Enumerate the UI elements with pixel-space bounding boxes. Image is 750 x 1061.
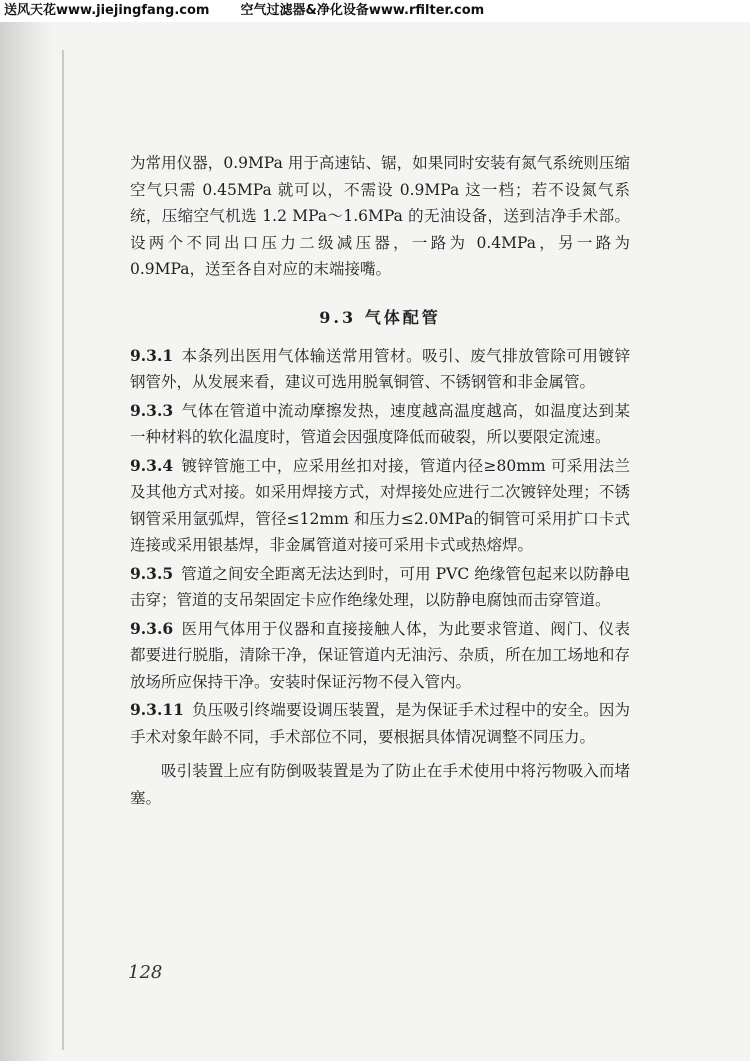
page-content — [130, 150, 630, 813]
intro-paragraph: 为常用仪器，0.9MPa 用于高速钻、锯，如果同时安装有氮气系统则压缩空气只需 0.45MPa 就可以，不需设 0.9MPa 这一档；若不设氮气系统，压缩空气机选 1.2 MPa～1.6MPa 的无油设备，送到洁净手术部。设两个不同出口压力二级减压器，一路为 0.4MPa，另一路为 0.9MPa，送至各自对应的末端接嘴。 — [130, 154, 630, 278]
clause-9-3-11 — [130, 697, 630, 750]
clause-number: 9.3.11 — [130, 700, 184, 719]
watermark-left-text: 送风天花www.jiejingfang.com — [4, 3, 210, 18]
clause-text: 气体在管道中流动摩擦发热，速度越高温度越高，如温度达到某一种材料的软化温度时，管道会因强度降低而破裂，所以要限定流速。 — [130, 401, 630, 446]
clause-number: 9.3.4 — [130, 455, 174, 475]
clause-number: 9.3.5 — [130, 563, 174, 583]
clause-text: 负压吸引终端要设调压装置，是为保证手术过程中的安全。因为手术对象年龄不同，手术部位不同，要根据具体情况调整不同压力。 — [130, 701, 630, 746]
clause-9-3-6 — [130, 616, 630, 696]
clause-9-3-1 — [130, 343, 630, 396]
page-number: 128 — [128, 962, 163, 983]
clause-text: 医用气体用于仪器和直接接触人体，为此要求管道、阀门、仪表都要进行脱脂，清除干净，保证管道内无油污、杂质，所在加工场地和存放场所应保持干净。安装时保证污物不侵入管内。 — [130, 619, 630, 691]
clause-text: 镀锌管施工中，应采用丝扣对接，管道内径≥80mm 可采用法兰及其他方式对接。如采用焊接方式，对焊接处应进行二次镀锌处理；不锈钢管采用氩弧焊，管径≤12mm 和压力≤2.0MPa的铜管可采用扩口卡式连接或采用银基焊，非金属管道对接可采用卡式或热熔焊。 — [130, 456, 630, 554]
clause-9-3-4 — [130, 453, 630, 559]
clause-9-3-3 — [130, 398, 630, 451]
clause-number: 9.3.1 — [130, 345, 174, 365]
clause-text: 本条列出医用气体输送常用管材。吸引、废气排放管除可用镀锌钢管外，从发展来看，建议可选用脱氧铜管、不锈钢管和非金属管。 — [130, 346, 630, 391]
section-title: 9.3 气体配管 — [319, 307, 441, 327]
page-binding-shadow — [0, 22, 52, 1061]
closing-paragraph: 吸引装置上应有防倒吸装置是为了防止在手术使用中将污物吸入而堵塞。 — [130, 762, 630, 807]
clause-number: 9.3.3 — [130, 400, 174, 420]
watermark-banner — [0, 0, 750, 22]
page-fold-line — [62, 50, 64, 1050]
watermark-right-text: 空气过滤器&净化设备www.rfilter.com — [240, 3, 485, 18]
clause-text: 管道之间安全距离无法达到时，可用 PVC 绝缘管包起来以防静电击穿；管道的支吊架固定卡应作绝缘处理，以防静电腐蚀而击穿管道。 — [130, 564, 630, 609]
clause-9-3-5 — [130, 561, 630, 614]
clause-number: 9.3.6 — [130, 618, 174, 638]
